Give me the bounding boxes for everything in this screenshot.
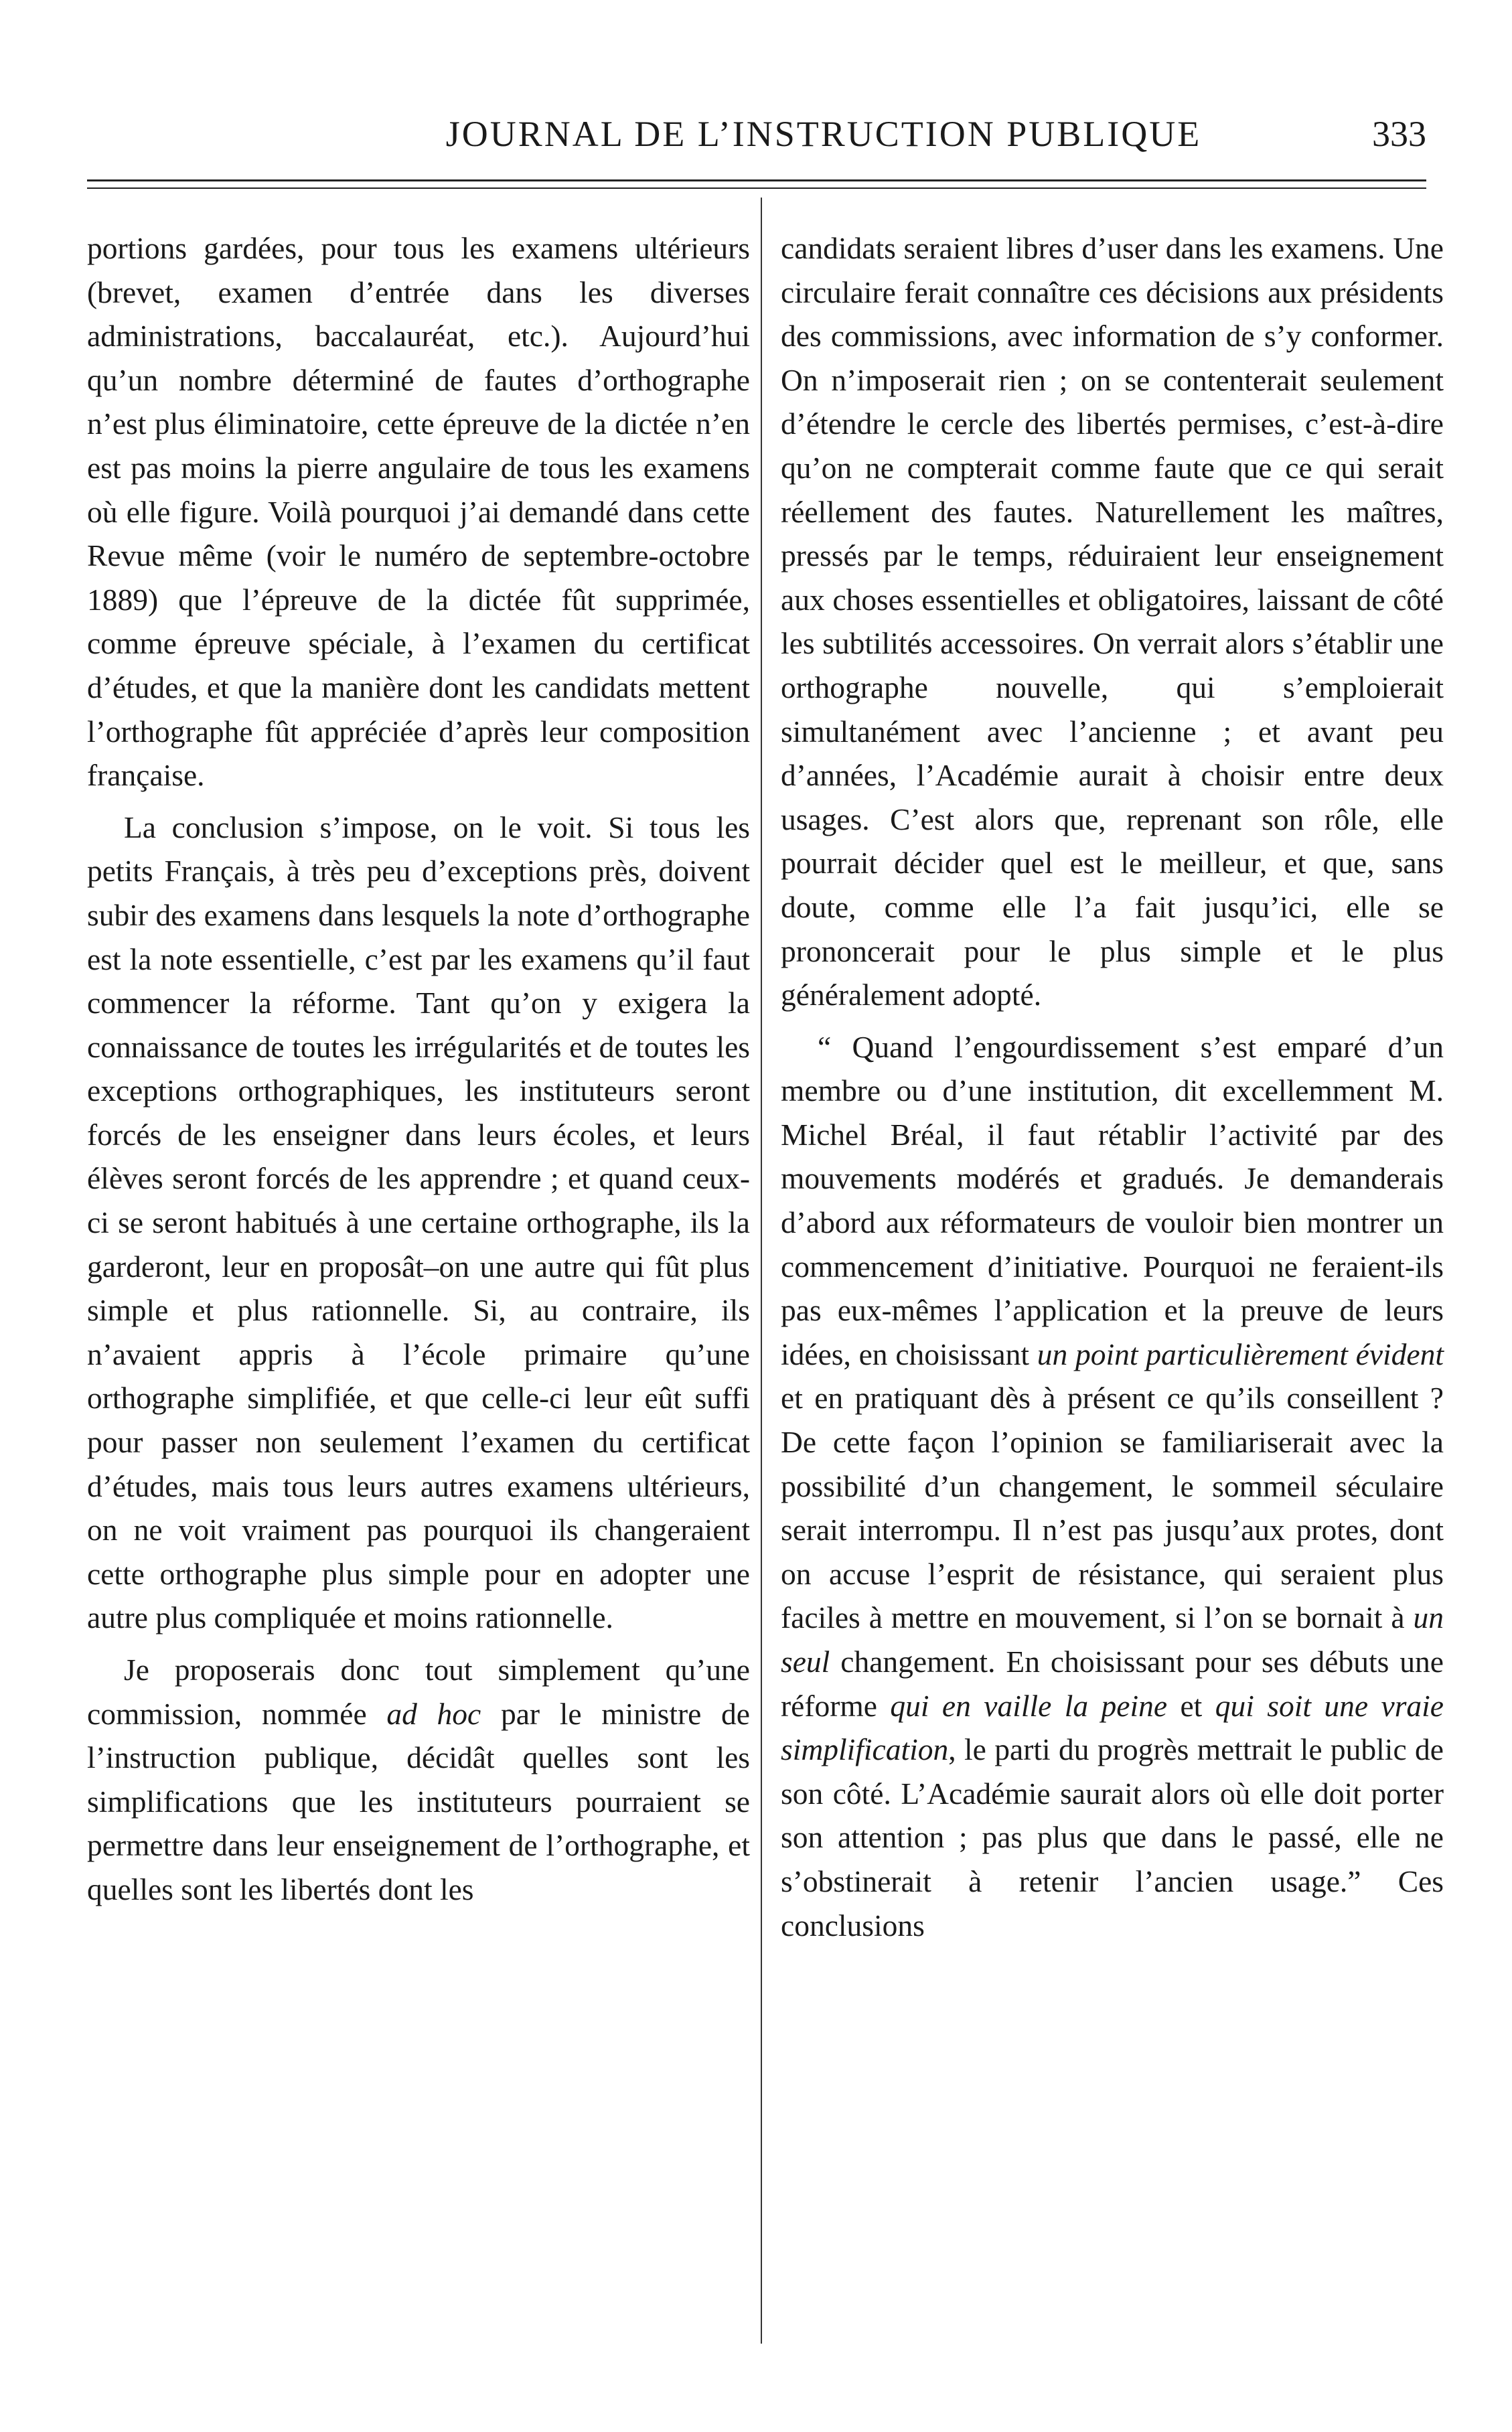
right-paragraph-1: candidats seraient libres d’user dans les examens. Une circulaire ferait connaître ces décisions aux présidents des commissions, avec information de s’y conformer. On n’imposerait rien ; on se contenterait seulement d’étendre le cercle des libertés permises, c’est-à-dire qu’on ne compterait comme faute que ce qui serait réellement des fautes. Naturellement les maîtres, pressés par le temps, réduiraient leur enseignement aux choses essentielles et obligatoires, laissant de côté les subtilités accessoires. On verrait alors s’établir une orthographe nouvelle, qui s’emploierait simultanément avec l’ancienne ; et avant peu d’années, l’Académie aurait à choisir entre deux usages. C’est alors que, reprenant son rôle, elle pourrait décider quel est le meilleur, et que, sans doute, comme elle l’a fait jusqu’ici, elle se prononcerait pour le plus simple et le plus généralement adopté. bbox=[781, 231, 1444, 1012]
right-p2-italic-4: qui soit une vraie simplification bbox=[781, 1688, 1444, 1767]
right-paragraph-2 bbox=[781, 1025, 1444, 1947]
left-p3-italic: ad hoc bbox=[386, 1696, 481, 1731]
left-paragraph-2: La conclusion s’impose, on le voit. Si tous les petits Français, à très peu d’exceptions près, doivent subir des examens dans lesquels la note d’orthographe est la note essentielle, c’est par les examens qu’il faut commencer la réforme. Tant qu’on y exigera la connaissance de toutes les irrégularités et de toutes les exceptions orthographiques, les instituteurs seront forcés de les enseigner dans leurs écoles, et leurs élèves seront forcés de les apprendre ; et quand ceux-ci se seront habitués à une certaine orthographe, ils la garderont, leur en proposât–on une autre qui fût plus simple et plus rationnelle. Si, au contraire, ils n’avaient appris à l’école primaire qu’une orthographe simplifiée, et que celle-ci leur eût suffi pour passer non seulement l’examen du certificat d’études, mais tous leurs autres examens ultérieurs, on ne voit vraiment pas pourquoi ils changeraient cette orthographe plus simple pour en adopter une autre plus compliquée et moins rationnelle. bbox=[87, 810, 750, 1635]
column-divider bbox=[761, 198, 762, 2344]
right-p2-text-d: et bbox=[1167, 1688, 1215, 1723]
right-column bbox=[781, 226, 1444, 1955]
running-title: JOURNAL DE L’INSTRUCTION PUBLIQUE bbox=[445, 114, 1202, 154]
left-column bbox=[87, 226, 750, 1920]
page-header bbox=[87, 107, 1426, 161]
right-p2-italic-1: un point particulièrement évident bbox=[1037, 1337, 1444, 1371]
right-p2-italic-2: un seul bbox=[781, 1600, 1444, 1679]
right-p2-italic-3: qui en vaille la peine bbox=[890, 1688, 1168, 1723]
right-p2-text-a: “ Quand l’engourdissement s’est emparé d’un membre ou d’une institution, dit excellemment M. Michel Bréal, il faut rétablir l’activité par des mouvements modérés et gradués. Je demanderais d’abord aux réformateurs de vouloir bien montrer un commencement d’initiative. Pourquoi ne feraient-ils pas eux-mêmes l’application et la preuve de leurs idées, en choisissant bbox=[781, 1029, 1444, 1371]
header-rule-top bbox=[87, 179, 1426, 181]
left-paragraph-3 bbox=[87, 1648, 750, 1912]
page-number: 333 bbox=[1372, 114, 1426, 154]
left-paragraph-1: portions gardées, pour tous les examens ultérieurs (brevet, examen d’entrée dans les diverses administrations, baccalauréat, etc.). Aujourd’hui qu’un nombre déterminé de fautes d’orthographe n’est plus éliminatoire, cette épreuve de la dictée n’en est pas moins la pierre angulaire de tous les examens où elle figure. Voilà pourquoi j’ai demandé dans cette Revue même (voir le numéro de septembre-octobre 1889) que l’épreuve de la dictée fût supprimée, comme épreuve spéciale, à l’examen du certificat d’études, et que la manière dont les candidats mettent l’orthographe fût appréciée d’après leur composition française. bbox=[87, 231, 750, 793]
header-rule-bottom bbox=[87, 187, 1426, 189]
right-p2-text-c: changement. En choisissant pour ses débuts une réforme bbox=[781, 1645, 1444, 1723]
right-p2-text-e: , le parti du progrès mettrait le public de son côté. L’Académie saurait alors où elle doit porter son attention ; pas plus que dans le passé, elle ne s’obstinerait à retenir l’ancien usage.” Ces conclusions bbox=[781, 1732, 1444, 1943]
right-p2-text-b: et en pratiquant dès à présent ce qu’ils conseillent ? De cette façon l’opinion se familiariserait avec la possibilité d’un changement, le sommeil séculaire serait interrompu. Il n’est pas jusqu’aux protes, dont on accuse l’esprit de résistance, qui seraient plus faciles à mettre en mouvement, si l’on se bornait à bbox=[781, 1381, 1444, 1635]
left-p3-text-a: Je proposerais donc tout simplement qu’une commission, nommée bbox=[87, 1653, 750, 1731]
left-p3-text-b: par le ministre de l’instruction publique, décidât quelles sont les simplifications que les instituteurs pourraient se permettre dans leur enseignement de l’orthographe, et quelles sont les libertés dont les bbox=[87, 1696, 750, 1906]
